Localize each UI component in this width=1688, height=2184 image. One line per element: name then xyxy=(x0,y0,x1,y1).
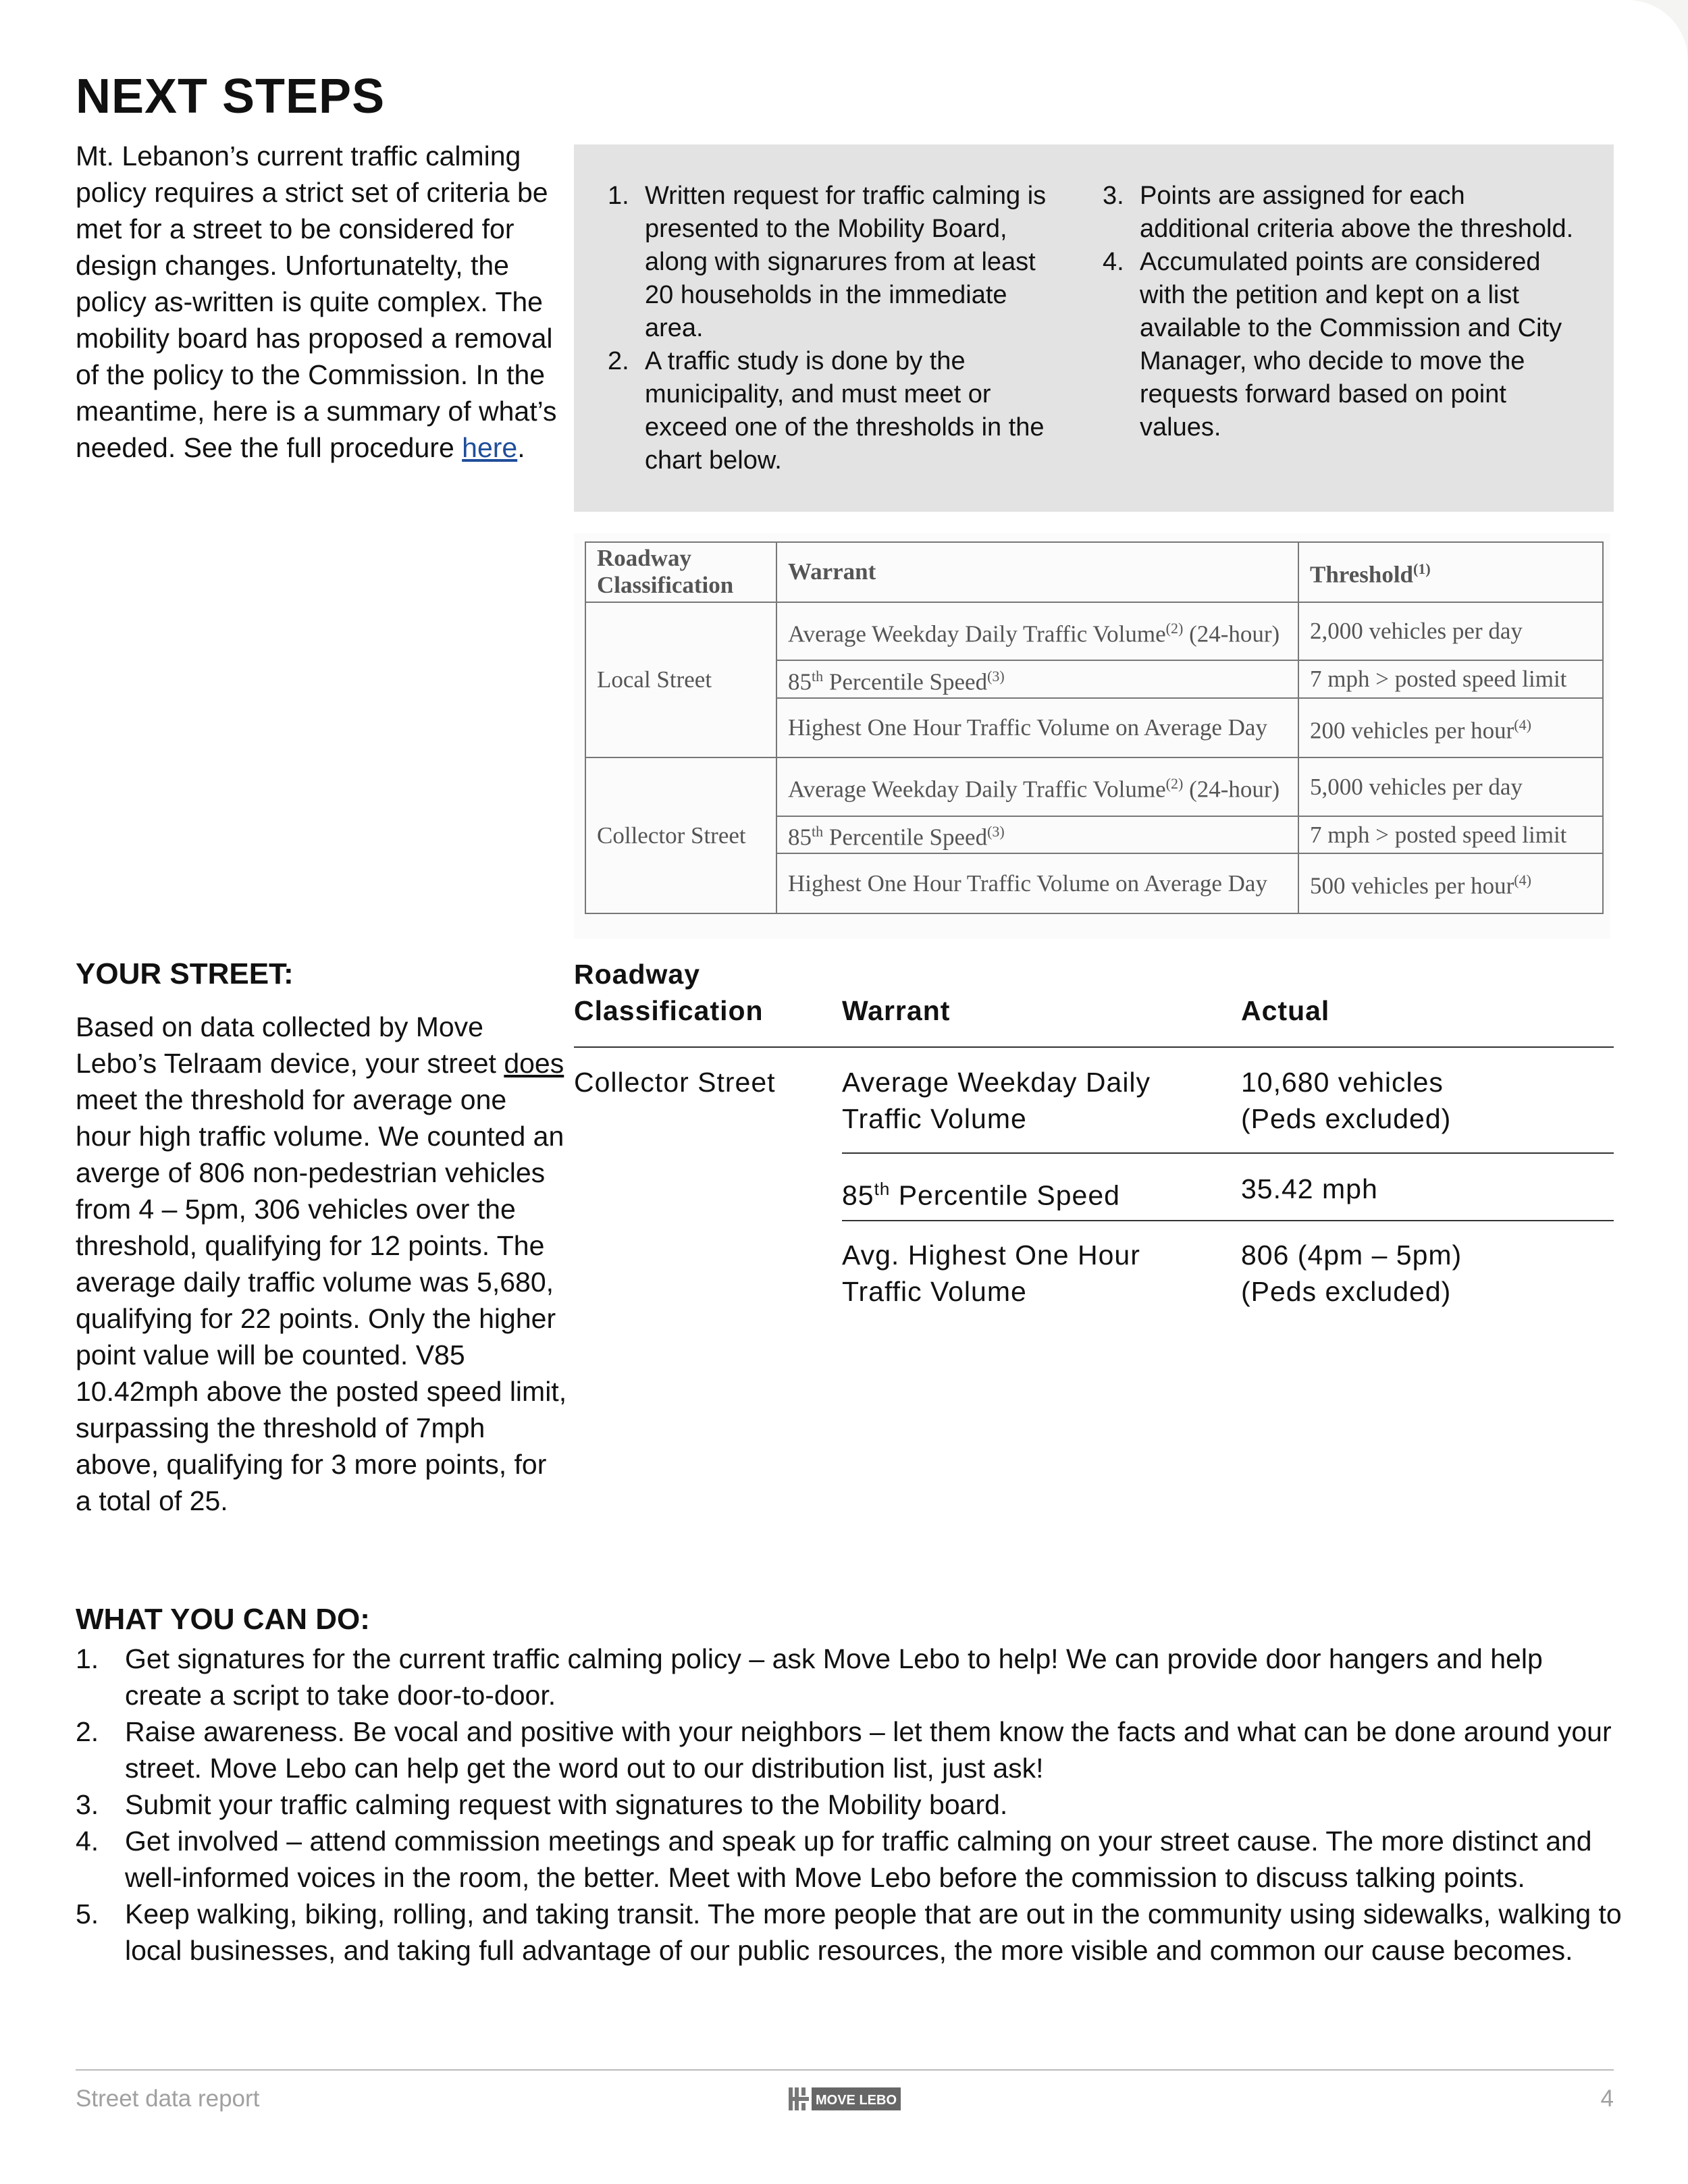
row-divider xyxy=(842,1152,1614,1154)
row-divider xyxy=(842,1220,1614,1221)
policy-threshold: 2,000 vehicles per day xyxy=(1298,602,1603,661)
step-text: Written request for traffic calming is presented to the Mobility Board, along with signarures from at least 20 households in the immediate area. xyxy=(645,182,1047,342)
footer-divider xyxy=(76,2069,1614,2071)
street-actual: 10,680 vehicles (Peds excluded) xyxy=(1241,1067,1452,1134)
action-item: 3. Submit your traffic calming request with signatures to the Mobility board. xyxy=(76,1789,1008,1820)
policy-class-collector: Collector Street xyxy=(585,757,776,913)
step-item xyxy=(1103,246,1575,444)
action-item: 2. Raise awareness. Be vocal and positive with your neighbors – let them know the facts and what can be done around your street. Move Lebo can help get the word out to our distribution list, just ask! xyxy=(76,1716,1612,1784)
step-text: Points are assigned for each additional criteria above the threshold. xyxy=(1140,182,1574,243)
street-warrant: Avg. Highest One Hour Traffic Volume xyxy=(842,1240,1140,1307)
step-text: Accumulated points are considered with the petition and kept on a list available to the Commission and City Manager, who decide to move the requests forward based on point values. xyxy=(1140,248,1562,442)
action-item: 5. Keep walking, biking, rolling, and taking transit. The more people that are out in the community using sidewalks, walking to local businesses, and taking full advantage of our public resources, the more visible and common our cause becomes. xyxy=(76,1898,1622,1966)
policy-threshold: 5,000 vehicles per day xyxy=(1298,757,1603,816)
policy-warrant: Highest One Hour Traffic Volume on Average Day xyxy=(776,698,1298,758)
does-emphasis: does xyxy=(504,1048,564,1079)
policy-threshold: 7 mph > posted speed limit xyxy=(1298,816,1603,853)
move-lebo-logo xyxy=(789,2086,901,2112)
policy-header-row xyxy=(585,542,1603,602)
your-street-heading: YOUR STREET: xyxy=(76,957,294,990)
intro-text: Mt. Lebanon’s current traffic calming policy requires a strict set of criteria be met for a street to be considered for design changes. Unfortunatelty, the policy as-written is quite complex. The mobility board has proposed a removal of the policy to the Commission. In the meantime, here is a summary of what’s needed. See the full procedure xyxy=(76,140,557,463)
policy-warrant: Average Weekday Daily Traffic Volume$^{(2)}$ (24-hour) xyxy=(776,757,1298,816)
header-divider xyxy=(574,1046,1614,1048)
header-classification: Roadway Classification xyxy=(574,959,764,1026)
street-actual: 806 (4pm – 5pm) (Peds excluded) xyxy=(1241,1240,1462,1307)
action-item: 1. Get signatures for the current traffic calming policy – ask Move Lebo to help! We can provide door hangers and help create a script to take door-to-door. xyxy=(76,1643,1543,1711)
steps-box xyxy=(574,144,1614,512)
action-item: 4. Get involved – attend commission meetings and speak up for traffic calming on your street cause. The more distinct and well-informed voices in the room, the better. Meet with Move Lebo before the commission to discuss talking points. xyxy=(76,1826,1592,1893)
policy-header-classification: Roadway Classification xyxy=(585,542,776,602)
policy-class-local: Local Street xyxy=(585,602,776,758)
policy-warrant: 85th Percentile Speed$^{(3)}$ xyxy=(776,816,1298,853)
policy-threshold-table xyxy=(585,541,1604,914)
intro-end: . xyxy=(517,432,525,463)
page-number: 4 xyxy=(1600,2085,1614,2112)
action-list xyxy=(76,1641,1622,1969)
policy-row xyxy=(585,602,1603,661)
step-item xyxy=(608,180,1053,345)
your-street-paragraph: Based on data collected by Move Lebo’s Telraam device, your street does meet the threshold for average one hour high traffic volume. We counted an averge of 806 non-pedestrian vehicles from 4 – 5pm, 306 vehicles over the threshold, qualifying for 12 points. The average daily traffic volume was 5,680, qualifying for 22 points. Only the higher point value will be counted. V85 10.42mph above the posted speed limit, surpassing the threshold of 7mph above, qualifying for 3 more points, for a total of 25. xyxy=(76,1011,567,1516)
policy-header-warrant: Warrant xyxy=(776,542,1298,602)
step-text: A traffic study is done by the municipality, and must meet or exceed one of the thresholds in the chart below. xyxy=(645,347,1045,475)
policy-threshold: 200 vehicles per hour$^{(4)}$ xyxy=(1298,698,1603,758)
page-title: NEXT STEPS xyxy=(76,70,386,124)
intro-paragraph xyxy=(76,138,562,466)
policy-header-threshold: Threshold$^{(1)}$ xyxy=(1298,542,1603,602)
policy-row xyxy=(585,757,1603,816)
logo-mark-icon xyxy=(789,2087,809,2110)
policy-warrant: Average Weekday Daily Traffic Volume$^{(2)}$ (24-hour) xyxy=(776,602,1298,661)
step-number: 4. xyxy=(1103,248,1124,276)
header-actual: Actual xyxy=(1241,995,1330,1026)
step-item xyxy=(608,345,1053,477)
policy-threshold: 7 mph > posted speed limit xyxy=(1298,660,1603,697)
street-actual: 35.42 mph xyxy=(1241,1173,1378,1204)
street-classification: Collector Street xyxy=(574,1067,776,1098)
step-number: 2. xyxy=(608,347,629,375)
steps-list-right xyxy=(1103,180,1575,444)
street-warrant: 85th Percentile Speed xyxy=(842,1179,1120,1211)
step-number: 1. xyxy=(608,182,629,210)
street-table-header xyxy=(574,956,1614,1029)
policy-warrant: Highest One Hour Traffic Volume on Average Day xyxy=(776,853,1298,913)
street-warrant: Average Weekday Daily Traffic Volume xyxy=(842,1067,1151,1134)
logo-text: MOVE LEBO xyxy=(815,2093,897,2108)
header-warrant: Warrant xyxy=(842,995,951,1026)
your-street-table xyxy=(574,956,1614,1307)
step-number: 3. xyxy=(1103,182,1124,210)
policy-warrant: 85th Percentile Speed$^{(3)}$ xyxy=(776,660,1298,697)
steps-list-left xyxy=(608,180,1053,477)
policy-threshold: 500 vehicles per hour$^{(4)}$ xyxy=(1298,853,1603,913)
policy-threshold-table-image xyxy=(574,533,1610,938)
procedure-link[interactable]: here xyxy=(462,432,518,463)
step-item xyxy=(1103,180,1575,246)
footer-report-title: Street data report xyxy=(76,2085,260,2112)
what-you-can-do-heading: WHAT YOU CAN DO: xyxy=(76,1603,370,1636)
